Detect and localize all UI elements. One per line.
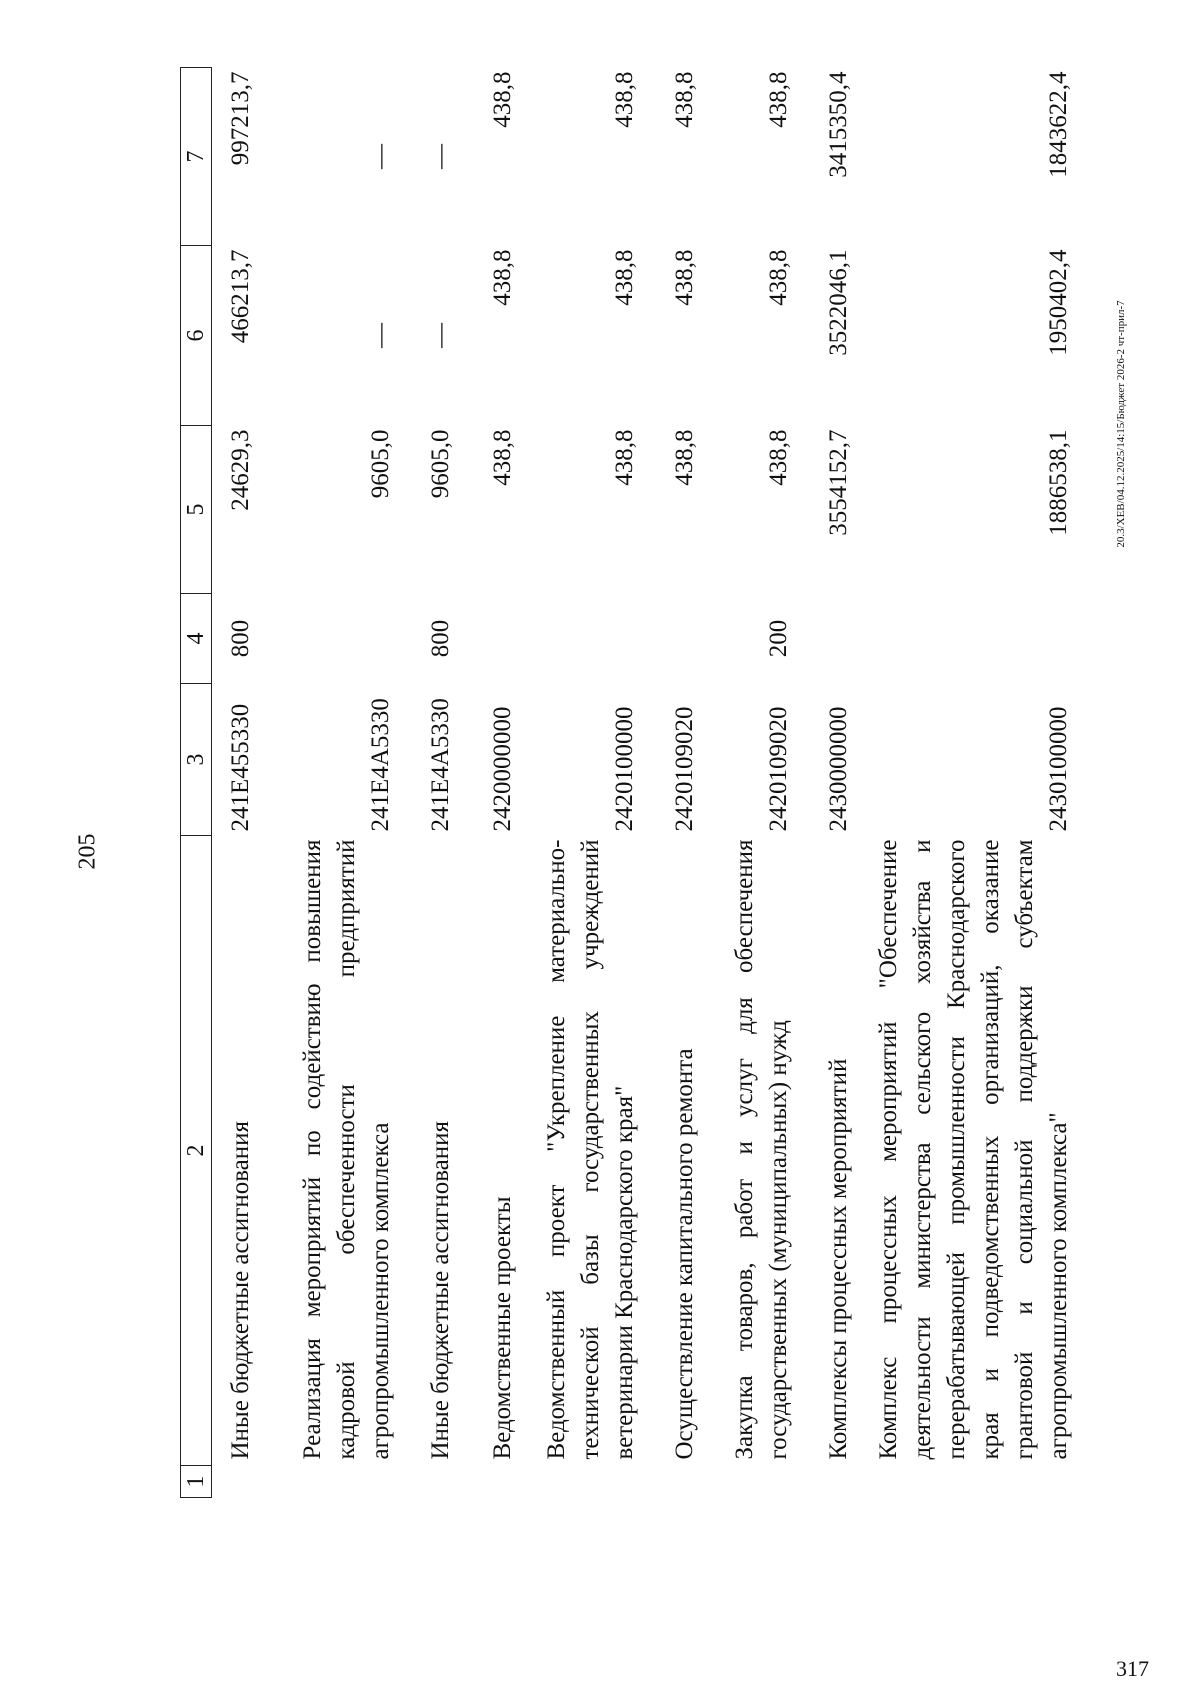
row-value-6: 438,8: [610, 249, 638, 306]
row-code: 2430000000: [824, 706, 852, 832]
row-number-cell: [474, 1466, 536, 1498]
row-value-7: —: [426, 144, 454, 169]
row-expense-type: 800: [226, 619, 254, 658]
row-value-6: 438,8: [764, 249, 792, 306]
row-value-5: 438,8: [610, 429, 638, 486]
row-expense-type: 200: [764, 619, 792, 658]
row-name: Осуществление капитального ремонта: [670, 1048, 698, 1460]
row-value-6: 3522046,1: [824, 249, 852, 356]
row-code: 2420109020: [764, 706, 792, 832]
table-row: [718, 68, 812, 1498]
header-col-6: 6: [181, 246, 212, 426]
row-value-7: 438,8: [610, 71, 638, 128]
table-row: [658, 68, 718, 1498]
row-expense-type: [872, 594, 1092, 684]
row-number-cell: [414, 1466, 474, 1498]
row-code: 241E455330: [226, 703, 254, 832]
header-col-4: 4: [181, 594, 212, 684]
row-value-7: 438,8: [488, 71, 516, 128]
row-name: Комплекс процессных мероприятий "Обеспечение деятельности министерства сельского хозяйства и перерабатывающей промышленности Краснодарского края и подведомственных организаций, оказание грантовой и социальной поддержки субъектам агропромышленного комплекса": [874, 839, 1072, 1460]
row-expense-type: [658, 594, 718, 684]
page-number: 205: [74, 833, 101, 870]
row-value-5: 9605,0: [426, 429, 454, 499]
row-expense-type: 800: [426, 619, 454, 658]
row-value-6: —: [366, 323, 394, 348]
table-row: [474, 68, 536, 1498]
header-row: [181, 68, 212, 1498]
row-name: Комплексы процессных мероприятий: [824, 1058, 852, 1460]
sheet-number: 317: [1116, 1656, 1149, 1681]
row-value-7: 438,8: [764, 71, 792, 128]
row-number-cell: [812, 1466, 872, 1498]
row-expense-type: [274, 594, 414, 684]
row-number-cell: [718, 1466, 812, 1498]
row-name: Ведомственный проект "Укрепление материально-технической базы государственных учреждений ветеринарии Краснодарского края": [542, 839, 638, 1460]
table-row: [536, 68, 658, 1498]
document-stamp: [1115, 300, 1129, 548]
row-number-cell: [658, 1466, 718, 1498]
row-code: 2430100000: [1044, 706, 1072, 832]
row-name: Закупка товаров, работ и услуг для обеспечения государственных (муниципальных) нужд: [730, 839, 792, 1460]
row-number-cell: [274, 1466, 414, 1498]
table-row: [812, 68, 872, 1498]
row-value-7: 3415350,4: [824, 71, 852, 178]
table-row: [274, 68, 414, 1498]
row-value-5: 438,8: [670, 429, 698, 486]
row-value-7: —: [366, 144, 394, 169]
row-code: 2420100000: [610, 706, 638, 832]
table-row: [414, 68, 474, 1498]
row-value-6: 438,8: [488, 249, 516, 306]
row-number-cell: [536, 1466, 658, 1498]
row-code: 2420109020: [670, 706, 698, 832]
row-value-7: 997213,7: [226, 71, 254, 166]
header-col-5: 5: [181, 426, 212, 594]
row-expense-type: [474, 594, 536, 684]
header-col-3: 3: [181, 684, 212, 836]
row-value-5: 438,8: [488, 429, 516, 486]
row-code: 241E4A5330: [366, 698, 394, 832]
table-row: [212, 68, 274, 1498]
row-value-5: 1886538,1: [1044, 429, 1072, 536]
row-value-7: 438,8: [670, 71, 698, 128]
header-col-1: 1: [181, 1466, 212, 1498]
row-name: Ведомственные проекты: [488, 1196, 516, 1460]
row-value-5: 438,8: [764, 429, 792, 486]
row-code: 241E4A5330: [426, 698, 454, 832]
row-expense-type: [536, 594, 658, 684]
row-value-5: 3554152,7: [824, 429, 852, 536]
row-value-7: 1843622,4: [1044, 71, 1072, 178]
row-name: Реализация мероприятий по содействию повышения кадровой обеспеченности предприятий агропромышленного комплекса: [298, 839, 394, 1460]
row-name: Иные бюджетные ассигнования: [426, 1120, 454, 1460]
stamp-text: 20.3/ХЕВ/04.12.2025/14:15/Бюджет 2026-2 чт-прил-7: [1115, 300, 1127, 548]
row-value-6: 1950402,4: [1044, 249, 1072, 356]
row-value-5: 9605,0: [366, 429, 394, 499]
row-expense-type: [812, 594, 872, 684]
row-number-cell: [872, 1466, 1092, 1498]
header-col-7: 7: [181, 68, 212, 246]
header-col-2: 2: [181, 836, 212, 1466]
row-value-6: 466213,7: [226, 249, 254, 344]
row-value-5: 24629,3: [226, 429, 254, 511]
budget-table: [180, 67, 1092, 1498]
table-row: [872, 68, 1092, 1498]
row-value-6: —: [426, 323, 454, 348]
row-number-cell: [212, 1466, 274, 1498]
row-code: 2420000000: [488, 706, 516, 832]
row-value-6: 438,8: [670, 249, 698, 306]
row-name: Иные бюджетные ассигнования: [226, 1120, 254, 1460]
budget-table-rotated: [180, 68, 1110, 1498]
